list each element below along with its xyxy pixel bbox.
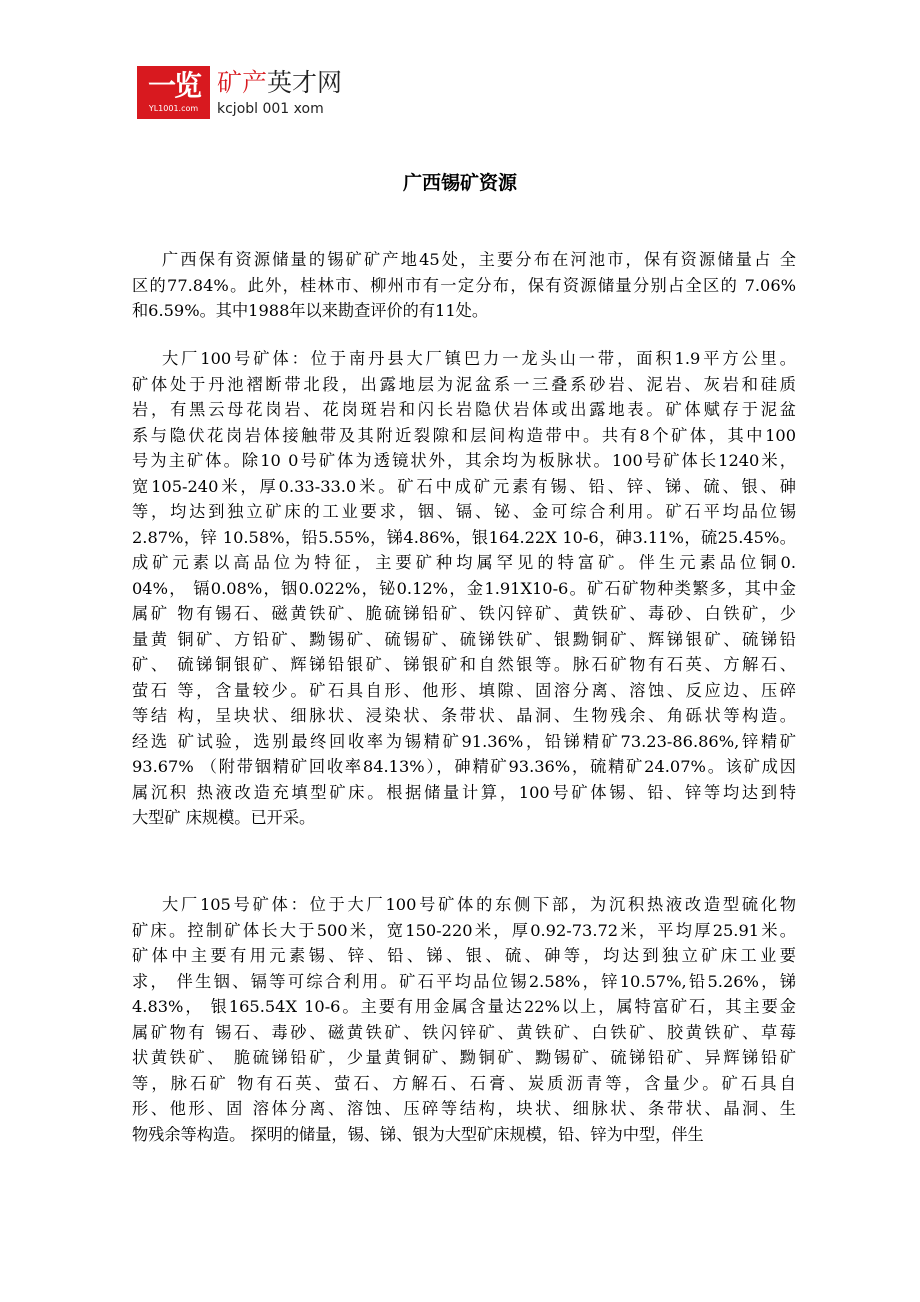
paragraph-line: 和6.59%。其中1988年以来勘查评价的有11处。 [132, 301, 489, 320]
paragraph-line: 广西保有资源储量的锡矿矿产地45处，主要分布在河池市，保有资源储量占 全 [162, 250, 796, 269]
logo-site-name [217, 68, 342, 98]
logo-name-red: 矿产 [217, 68, 268, 97]
document-title: 广西锡矿资源 [402, 172, 517, 194]
paragraph-line: 2.87%，锌 10.58%，铅5.55%，锑4.86%，银164.22X 10-6，砷3.11%，硫25.45%。 [132, 527, 796, 547]
logo-mark [137, 66, 210, 119]
paragraph-line: 物残余等构造。 探明的储量，锡、锑、银为大型矿床规模，铅、锌为中型，伴生 [132, 1124, 704, 1144]
logo-mark-subtext: YL1001.com [148, 104, 199, 113]
paragraph-line: 宽105-240米，厚0.33-33.0米。矿石中成矿元素有锡、铅、锌、锑、硫、银、砷 [132, 476, 796, 496]
paragraph-line: 等结 构，呈块状、细脉状、浸染状、条带状、晶洞、生物残余、角砾状等构造。 [132, 706, 796, 725]
paragraph-line: 大厂100号矿体：位于南丹县大厂镇巴力一龙头山一带，面积1.9平方公里。 [162, 349, 796, 368]
paragraph-line: 萤石 等，含量较少。矿石具自形、他形、填隙、固溶分离、溶蚀、反应边、压碎 [132, 680, 796, 700]
paragraph-line: 大型矿 床规模。已开采。 [132, 808, 316, 827]
paragraph-line: 经选 矿试验，选别最终回收率为锡精矿91.36%，铅锑精矿73.23-86.86%,锌精矿 [132, 731, 796, 751]
paragraph-line: 形、他形、固 溶体分离、溶蚀、压碎等结构，块状、细脉状、条带状、晶洞、生 [132, 1099, 796, 1118]
paragraph-line: 矿、 硫锑铜银矿、辉锑铅银矿、锑银矿和自然银等。脉石矿物有石英、方解石、 [132, 655, 796, 674]
paragraph-line: 93.67% （附带铟精矿回收率84.13%），砷精矿93.36%，硫精矿24.07%。该矿成因 [132, 757, 796, 776]
paragraph-line: 矿体处于丹池褶断带北段，出露地层为泥盆系一三叠系砂岩、泥岩、灰岩和硅质 [132, 374, 796, 394]
paragraph-line: 岩，有黑云母花岗岩、花岗斑岩和闪长岩隐伏岩体或出露地表。矿体赋存于泥盆 [132, 400, 796, 419]
paragraph-line: 号为主矿体。除10 0号矿体为透镜状外，其余均为板脉状。100号矿体长1240米， [132, 451, 796, 470]
paragraph-line: 属沉积 热液改造充填型矿床。根据储量计算，100号矿体锡、铅、锌等均达到特 [132, 782, 796, 802]
site-logo[interactable] [137, 66, 377, 122]
paragraph-line: 矿体中主要有用元素锡、锌、铅、锑、银、硫、砷等，均达到独立矿床工业要 [132, 946, 796, 965]
logo-name-dark: 英才网 [267, 68, 343, 97]
paragraph-line: 区的77.84%。此外，桂林市、柳州市有一定分布，保有资源储量分别占全区的 7.06% [132, 275, 796, 295]
paragraph-line: 系与隐伏花岗岩体接触带及其附近裂隙和层间构造带中。共有8个矿体，其中100 [132, 425, 796, 445]
paragraph-line: 大厂105号矿体：位于大厂100号矿体的东侧下部，为沉积热液改造型硫化物 [162, 895, 796, 914]
paragraph-line: 求， 伴生铟、镉等可综合利用。矿石平均品位锡2.58%，锌10.57%,铅5.26%，锑 [132, 971, 796, 991]
paragraph [132, 346, 796, 831]
paragraph-line: 属矿物有 锡石、毒砂、磁黄铁矿、铁闪锌矿、黄铁矿、白铁矿、胶黄铁矿、草莓 [132, 1022, 796, 1042]
paragraph-line: 成矿元素以高品位为特征，主要矿种均属罕见的特富矿。伴生元素品位铜0. [132, 553, 796, 572]
paragraph [132, 892, 796, 1147]
paragraph-line: 量黄 铜矿、方铅矿、黝锡矿、硫锡矿、硫锑铁矿、银黝铜矿、辉锑银矿、硫锑铅 [132, 629, 796, 649]
paragraph-line: 等，脉石矿 物有石英、萤石、方解石、石膏、炭质沥青等，含量少。矿石具自 [132, 1073, 796, 1093]
paragraph-line: 属矿 物有锡石、磁黄铁矿、脆硫锑铅矿、铁闪锌矿、黄铁矿、毒砂、白铁矿，少 [132, 604, 796, 623]
paragraph-line: 状黄铁矿、 脆硫锑铅矿，少量黄铜矿、黝铜矿、黝锡矿、硫锑铅矿、异辉锑铅矿 [132, 1048, 796, 1067]
logo-mark-text: 一览 [147, 69, 200, 102]
paragraph [132, 247, 796, 324]
paragraph-line: 04%， 镉0.08%，铟0.022%，铋0.12%，金1.91X10-6。矿石矿物种类繁多，其中金 [132, 578, 796, 598]
paragraph-line: 矿床。控制矿体长大于500米，宽150-220米，厚0.92-73.72米，平均厚25.91米。 [132, 920, 796, 940]
paragraph-line: 4.83%， 银165.54X 10-6。主要有用金属含量达22%以上，属特富矿石，其主要金 [132, 997, 796, 1016]
paragraph-line: 等，均达到独立矿床的工业要求，铟、镉、铋、金可综合利用。矿石平均品位锡 [132, 502, 796, 521]
logo-domain: kcjobl 001 xom [217, 101, 324, 117]
